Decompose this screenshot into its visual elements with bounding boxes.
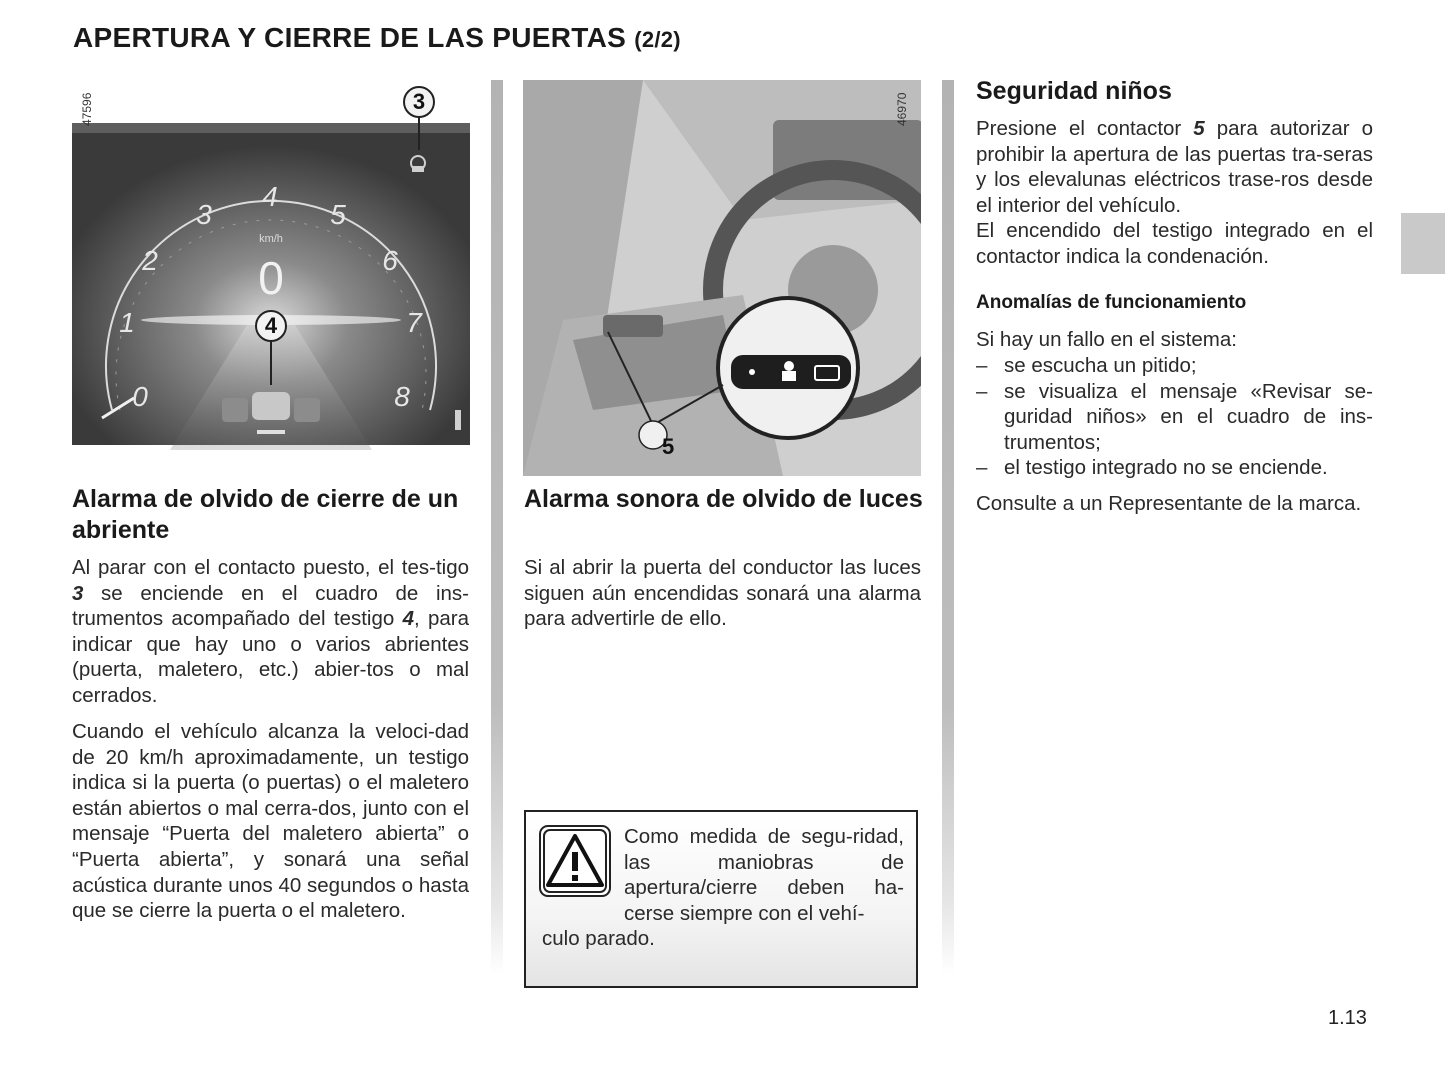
door-switch-figure bbox=[523, 80, 921, 476]
page-number: 1.13 bbox=[1328, 1007, 1367, 1029]
ref-number-5: 5 bbox=[1193, 117, 1205, 140]
callout-3: 3 bbox=[403, 86, 435, 118]
list-item: – el testigo integrado no se enciende. bbox=[976, 455, 1373, 481]
dial-label-1: 1 bbox=[119, 307, 135, 338]
right-paragraph-1: Presione el contactor 5 para autorizar o prohibir la apertura de las puertas tra-seras y los elevalunas eléctricos trase-ros desde el interior del vehículo. bbox=[976, 117, 1373, 217]
callout-4: 4 bbox=[255, 310, 287, 342]
ref-number-3: 3 bbox=[72, 581, 84, 605]
section-tab bbox=[1401, 213, 1445, 274]
page-title: APERTURA Y CIERRE DE LAS PUERTAS (2/2) bbox=[73, 22, 681, 53]
warning-box bbox=[524, 810, 918, 988]
middle-heading: Alarma sonora de olvido de luces bbox=[524, 485, 923, 513]
dial-label-6: 6 bbox=[382, 245, 398, 276]
list-item: – se visualiza el mensaje «Revisar se-guridad niños» en el cuadro de ins-trumentos; bbox=[976, 379, 1373, 456]
callout-5: 5 bbox=[662, 434, 675, 459]
figure-number: 46970 bbox=[895, 92, 909, 126]
right-paragraph-2: El encendido del testigo integrado en el contactor indica la condenación. bbox=[976, 219, 1373, 268]
dial-label-0: 0 bbox=[132, 381, 148, 412]
warning-text-full: culo parado. bbox=[542, 927, 655, 950]
speed-value: 0 bbox=[258, 252, 284, 304]
figure-number: 47596 bbox=[80, 92, 94, 126]
dial-label-2: 2 bbox=[142, 245, 158, 276]
right-paragraph-4: Consulte a un Representante de la marca. bbox=[976, 492, 1362, 515]
right-heading: Seguridad niños bbox=[976, 77, 1172, 105]
ref-number-4: 4 bbox=[402, 607, 414, 631]
door-switch-illustration bbox=[523, 80, 921, 476]
dial-label-4: 4 bbox=[262, 181, 278, 212]
middle-paragraph-1: Si al abrir la puerta del conductor las luces siguen aún encendidas sonará una alarma para advertirle de ello. bbox=[524, 556, 921, 631]
speed-unit: km/h bbox=[259, 233, 283, 245]
dial-label-3: 3 bbox=[196, 199, 212, 230]
dial-label-5: 5 bbox=[330, 199, 346, 230]
page-title-suffix: (2/2) bbox=[634, 27, 681, 52]
right-subheading: Anomalías de funcionamiento bbox=[976, 292, 1247, 313]
fault-list bbox=[976, 353, 1373, 481]
left-heading: Alarma de olvido de cierre de un abriente bbox=[72, 485, 459, 544]
right-paragraph-3: Si hay un fallo en el sistema: bbox=[976, 328, 1237, 351]
dashboard-figure bbox=[72, 80, 470, 476]
left-paragraph-1: Al parar con el contacto puesto, el tes-tigo 3 se enciende en el cuadro de ins-trumentos acompañado del testigo 4, para indicar que hay uno o varios abrientes (puerta, maletero, etc.) abier-tos o mal cerrados. bbox=[72, 556, 469, 707]
list-item: – se escucha un pitido; bbox=[976, 353, 1373, 379]
dial-label-7: 7 bbox=[406, 307, 422, 338]
dial-label-8: 8 bbox=[394, 381, 410, 412]
column-divider-right bbox=[942, 80, 954, 975]
left-paragraph-2: Cuando el vehículo alcanza la veloci-dad de 20 km/h aproximadamente, un testigo indica si la puerta (o puertas) o el maletero están abiertos o mal cerra-dos, junto con el mensaje “Puerta del maletero abierta” o “Puerta abierta”, y sonará una señal acústica durante unos 40 segundos o hasta que se cierre la puerta o el maletero. bbox=[72, 720, 469, 923]
warning-triangle-icon bbox=[539, 825, 611, 897]
warning-text-indented: Como medida de segu-ridad, las maniobras de apertura/cierre deben ha-cerse siempre con el vehí- bbox=[624, 825, 904, 925]
column-divider-left bbox=[491, 80, 503, 975]
dashboard-illustration bbox=[72, 80, 470, 476]
